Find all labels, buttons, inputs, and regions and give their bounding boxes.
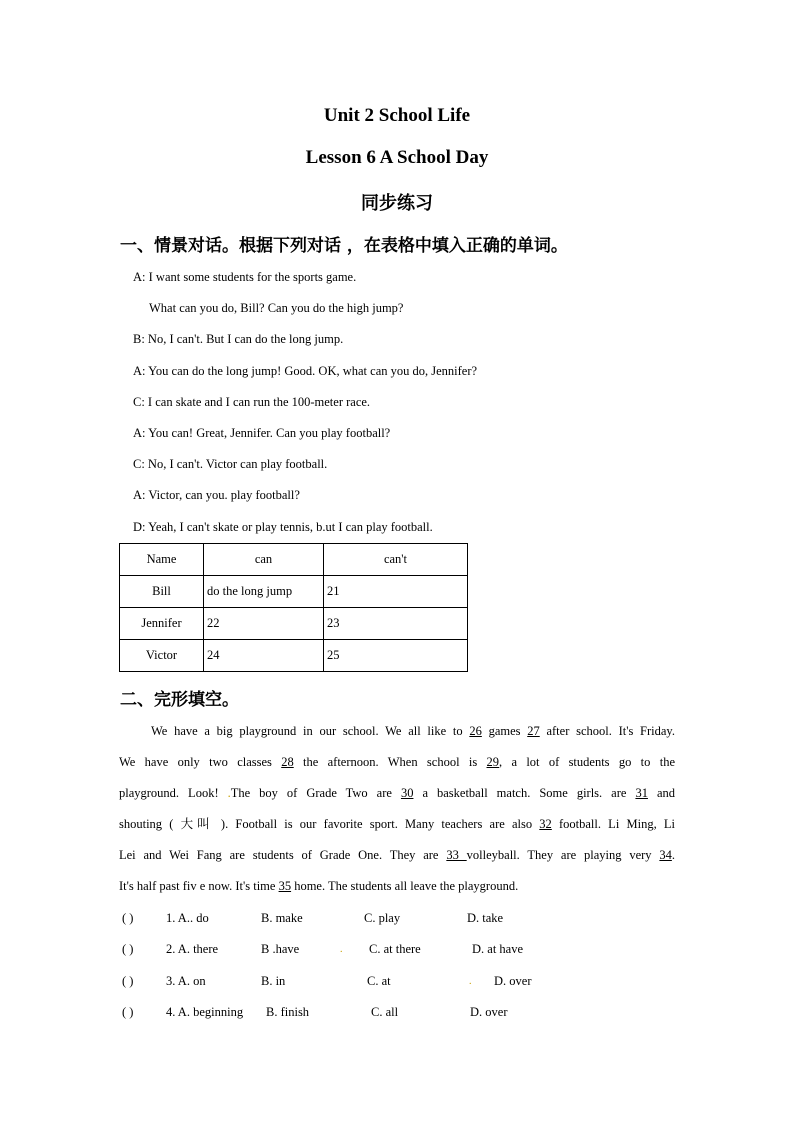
blank-number: 28: [281, 755, 294, 769]
passage-line: [119, 871, 675, 902]
passage-text: and: [647, 786, 675, 800]
option-c: C. all: [371, 1005, 399, 1019]
lesson-title: Lesson 6 A School Day: [305, 147, 489, 168]
passage-text: the afternoon. When school is: [293, 755, 487, 769]
passage-text: .: [671, 848, 675, 862]
dialogue-line: A: You can do the long jump! Good. OK, what can you do, Jennifer?: [133, 364, 478, 378]
option-b: B. make: [261, 911, 303, 925]
passage-text: shouting ( 大叫 ). Football is our favorite sport. Many teachers are also: [119, 817, 540, 831]
option-a: 1. A.. do: [166, 911, 209, 925]
table-cell: Bill: [120, 576, 204, 608]
table-cell: Victor: [120, 640, 204, 672]
passage-text: playground. Look!: [119, 786, 228, 800]
option-d: D. over: [470, 1005, 508, 1019]
passage-text: We have a big playground in our school. We all like to: [151, 724, 470, 738]
table-cell: do the long jump: [204, 576, 324, 608]
page-subtitle: 同步练习: [361, 193, 433, 214]
dialogue-line: A: I want some students for the sports game.: [133, 270, 357, 284]
table-cell: 24: [204, 640, 324, 672]
passage-line: [119, 716, 675, 747]
blank-number: 34: [659, 848, 672, 862]
option-b: B .have: [261, 942, 300, 956]
option-c: C. at there: [369, 942, 421, 956]
passage-text: games: [481, 724, 528, 738]
blank-number: 30: [400, 786, 414, 800]
dialogue-line: A: You can! Great, Jennifer. Can you play football?: [133, 426, 391, 440]
passage-text: home. The students all leave the playground.: [291, 879, 519, 893]
blank-number: 35: [278, 879, 292, 893]
option-d: D. at have: [472, 942, 524, 956]
table-cell: Jennifer: [120, 608, 204, 640]
blank-number: 33: [446, 848, 467, 862]
option-a: 2. A. there: [166, 942, 219, 956]
blank-number: 26: [469, 724, 482, 738]
table-header-cell: can: [204, 544, 324, 576]
passage-text: football. Li Ming, Li: [551, 817, 675, 831]
dialogue-line: What can you do, Bill? Can you do the high jump?: [149, 301, 404, 315]
option-a: 4. A. beginning: [166, 1005, 244, 1019]
passage-line: [119, 809, 675, 840]
section1-heading: 一、情景对话。根据下列对话 ，在表格中填入正确的单词。: [120, 236, 568, 256]
passage-text: We have only two classes: [119, 755, 282, 769]
table-row: [120, 640, 468, 672]
table-cell: 22: [204, 608, 324, 640]
dialogue-line: D: Yeah, I can't skate or play tennis, b.ut I can play football.: [133, 520, 433, 534]
table-header-cell: Name: [120, 544, 204, 576]
answer-paren: ( ): [122, 1005, 134, 1019]
blank-number: 32: [539, 817, 552, 831]
passage-line: [119, 840, 675, 871]
passage-line: [119, 778, 675, 809]
section2-heading: 二、完形填空。: [120, 690, 239, 710]
table-cell: 23: [324, 608, 468, 640]
answer-paren: ( ): [122, 942, 134, 956]
passage-line: [119, 747, 675, 778]
table-row: [120, 608, 468, 640]
unit-title: Unit 2 School Life: [323, 105, 471, 126]
passage-text: It's half past fiv e now. It's time: [119, 879, 279, 893]
passage-text: volleyball. They are playing very: [466, 848, 660, 862]
dialogue-line: A: Victor, can you. play football?: [133, 488, 300, 502]
stray-dot: .: [340, 944, 343, 955]
dialogue-line: B: No, I can't. But I can do the long jump.: [133, 332, 344, 346]
stray-dot: .: [227, 786, 231, 800]
option-c: C. at: [367, 974, 391, 988]
option-d: D. over: [494, 974, 532, 988]
table-cell: 21: [324, 576, 468, 608]
table-header-cell: can't: [324, 544, 468, 576]
table-cell: 25: [324, 640, 468, 672]
option-a: 3. A. on: [166, 974, 206, 988]
answer-paren: ( ): [122, 911, 134, 925]
passage-text: after school. It's Friday.: [539, 724, 675, 738]
answer-table: [119, 543, 468, 672]
blank-number: 29: [486, 755, 500, 769]
table-header-row: [120, 544, 468, 576]
answer-paren: ( ): [122, 974, 134, 988]
passage-text: Lei and Wei Fang are students of Grade One. They are: [119, 848, 447, 862]
option-b: B. finish: [266, 1005, 310, 1019]
blank-number: 31: [635, 786, 648, 800]
option-d: D. take: [467, 911, 504, 925]
option-c: C. play: [364, 911, 401, 925]
dialogue-line: C: I can skate and I can run the 100-meter race.: [133, 395, 371, 409]
stray-dot: .: [469, 976, 472, 987]
cloze-passage: [119, 716, 675, 902]
passage-text: a basketball match. Some girls. are: [413, 786, 636, 800]
dialogue-line: C: No, I can't. Victor can play football.: [133, 457, 328, 471]
blank-number: 27: [527, 724, 540, 738]
table-row: [120, 576, 468, 608]
passage-text: The boy of Grade Two are: [230, 786, 401, 800]
option-b: B. in: [261, 974, 286, 988]
passage-text: , a lot of students go to the: [499, 755, 675, 769]
